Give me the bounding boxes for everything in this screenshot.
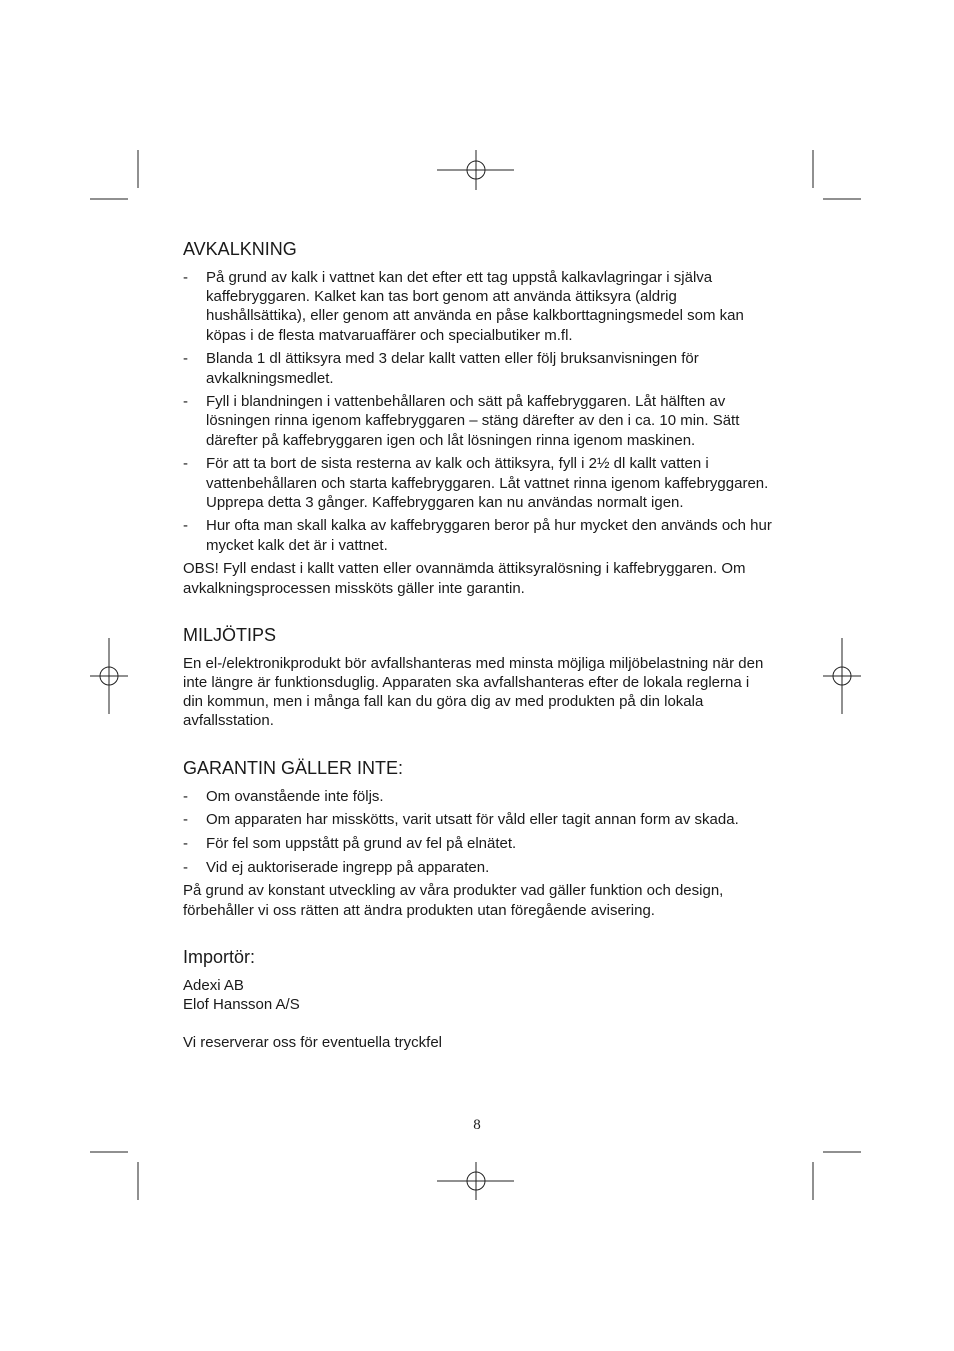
list-item — [183, 810, 773, 829]
section-importor — [183, 946, 773, 1053]
page-content — [183, 238, 773, 1078]
avkalkning-list — [183, 268, 773, 555]
importer-name: Adexi AB — [183, 976, 244, 994]
dash-mark: - — [183, 517, 188, 535]
section-garantin — [183, 757, 773, 920]
dash-mark: - — [183, 811, 188, 829]
section-avkalkning — [183, 238, 773, 598]
importer-name: Elof Hansson A/S — [183, 995, 300, 1013]
heading-miljotips: MILJÖTIPS — [183, 624, 277, 645]
list-item-text: Vid ej auktoriserade ingrepp på apparaten. — [206, 858, 490, 876]
list-item — [183, 787, 773, 806]
dash-mark: - — [183, 787, 188, 805]
dash-mark: - — [183, 858, 188, 876]
garantin-note: På grund av konstant utveckling av våra produkter vad gäller funktion och design, förbehåller vi oss rätten att ändra produkten utan föregående avisering. — [183, 882, 724, 919]
list-item — [183, 392, 773, 450]
dash-mark: - — [183, 393, 188, 411]
disclaimer: Vi reserverar oss för eventuella tryckfel — [183, 1034, 442, 1052]
list-item-text: Om ovanstående inte följs. — [206, 787, 384, 805]
page-number: 8 — [473, 1117, 481, 1133]
dash-mark: - — [183, 455, 188, 473]
list-item-text: Fyll i blandningen i vattenbehållaren och sätt på kaffebryggaren. Låt hälften av lösningen rinna igenom kaffebryggaren – stäng därefter av den i ca. 10 min. Sätt därefter på kaffebryggaren igen och låt lösningen rinna igenom maskinen. — [206, 393, 740, 449]
list-item-text: Blanda 1 dl ättiksyra med 3 delar kallt vatten eller följ bruksanvisningen för avkalkningsmedlet. — [206, 350, 699, 387]
garantin-list — [183, 787, 773, 877]
heading-importor: Importör: — [183, 946, 256, 967]
section-miljotips — [183, 624, 773, 731]
miljotips-text: En el-/elektronikprodukt bör avfallshanteras med minsta möjliga miljöbelastning när den inte längre är funktionsduglig. Apparaten ska avfallshanteras efter de lokala reglerna i din kommun, men i många fall kan du göra dig av med produkten på din lokala avfallsstation. — [183, 654, 764, 730]
dash-mark: - — [183, 350, 188, 368]
heading-garantin: GARANTIN GÄLLER INTE: — [183, 757, 404, 778]
dash-mark: - — [183, 834, 188, 852]
list-item — [183, 268, 773, 345]
list-item — [183, 858, 773, 877]
list-item-text: För att ta bort de sista resterna av kalk och ättiksyra, fyll i 2½ dl kallt vatten i vattenbehållaren och starta kaffebryggaren. Låt vattnet rinna igenom kaffebryggaren. Upprepa detta 3 gånger. Kaffebryggaren kan nu användas normalt igen. — [206, 455, 769, 511]
list-item — [183, 834, 773, 853]
list-item-text: På grund av kalk i vattnet kan det efter ett tag uppstå kalkavlagringar i själva kaffebryggaren. Kalket kan tas bort genom att använda ättiksyra (aldrig hushållsättika), eller genom att använda en påse kalkborttagningsmedel som kan köpas i de flesta matvaruaffärer och specialbutiker m.fl. — [206, 269, 744, 344]
dash-mark: - — [183, 269, 188, 286]
heading-avkalkning: AVKALKNING — [183, 239, 297, 259]
list-item-text: För fel som uppstått på grund av fel på elnätet. — [206, 834, 517, 852]
list-item-text: Om apparaten har misskötts, varit utsatt för våld eller tagit annan form av skada. — [206, 811, 739, 829]
importer-lines — [183, 976, 773, 1014]
avkalkning-note: OBS! Fyll endast i kallt vatten eller ovannämda ättiksyralösning i kaffebryggaren. Om avkalkningsprocessen missköts gäller inte garantin. — [183, 560, 746, 597]
list-item — [183, 516, 773, 554]
list-item-text: Hur ofta man skall kalka av kaffebryggaren beror på hur mycket den används och hur mycket kalk det är i vattnet. — [206, 517, 772, 554]
list-item — [183, 349, 773, 387]
list-item — [183, 454, 773, 512]
